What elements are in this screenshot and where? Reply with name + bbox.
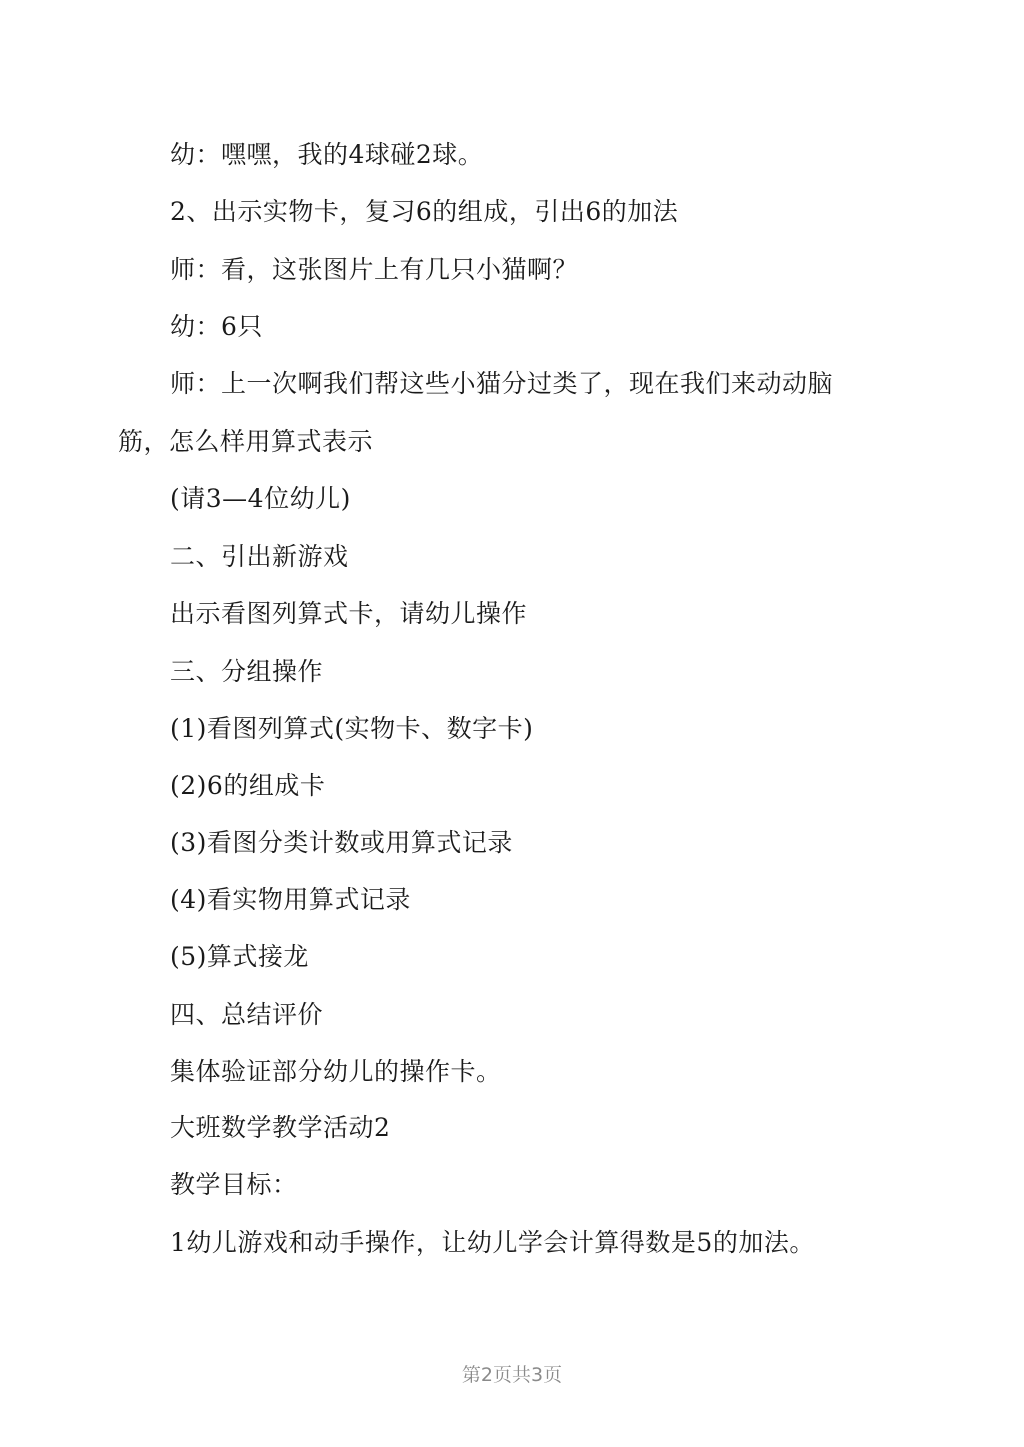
list-item-3: (3)看图分类计数或用算式记录: [170, 828, 513, 857]
section-heading-3: 三、分组操作: [170, 657, 324, 686]
paragraph-show-card: 出示看图列算式卡，请幼儿操作: [170, 599, 528, 628]
paragraph-child-answer: 幼：6只: [170, 312, 263, 341]
list-item-5: (5)算式接龙: [170, 942, 309, 971]
paragraph-verify: 集体验证部分幼儿的操作卡。: [170, 1057, 502, 1086]
paragraph-teacher-question: 师：看，这张图片上有几只小猫啊？: [170, 255, 579, 284]
paragraph-step-2: 2、出示实物卡，复习6的组成，引出6的加法: [170, 197, 679, 226]
section-heading-4: 四、总结评价: [170, 1000, 324, 1029]
list-item-4: (4)看实物用算式记录: [170, 885, 411, 914]
paragraph-teacher-prompt-cont: 筋，怎么样用算式表示: [118, 427, 374, 456]
list-item-2: (2)6的组成卡: [170, 771, 326, 800]
section-heading-2: 二、引出新游戏: [170, 542, 349, 571]
paragraph-invite-children: (请3—4位幼儿): [170, 484, 351, 513]
page-number: 第2页共3页: [461, 1364, 563, 1386]
teaching-goals-heading: 教学目标：: [170, 1170, 298, 1199]
paragraph-teacher-prompt: 师：上一次啊我们帮这些小猫分过类了，现在我们来动动脑: [170, 369, 834, 398]
paragraph-child-reply: 幼：嘿嘿，我的4球碰2球。: [170, 140, 484, 169]
list-item-1: (1)看图列算式(实物卡、数字卡): [170, 714, 534, 743]
teaching-goal-1: 1幼儿游戏和动手操作，让幼儿学会计算得数是5的加法。: [170, 1228, 815, 1257]
activity-title-2: 大班数学教学活动2: [170, 1113, 391, 1142]
